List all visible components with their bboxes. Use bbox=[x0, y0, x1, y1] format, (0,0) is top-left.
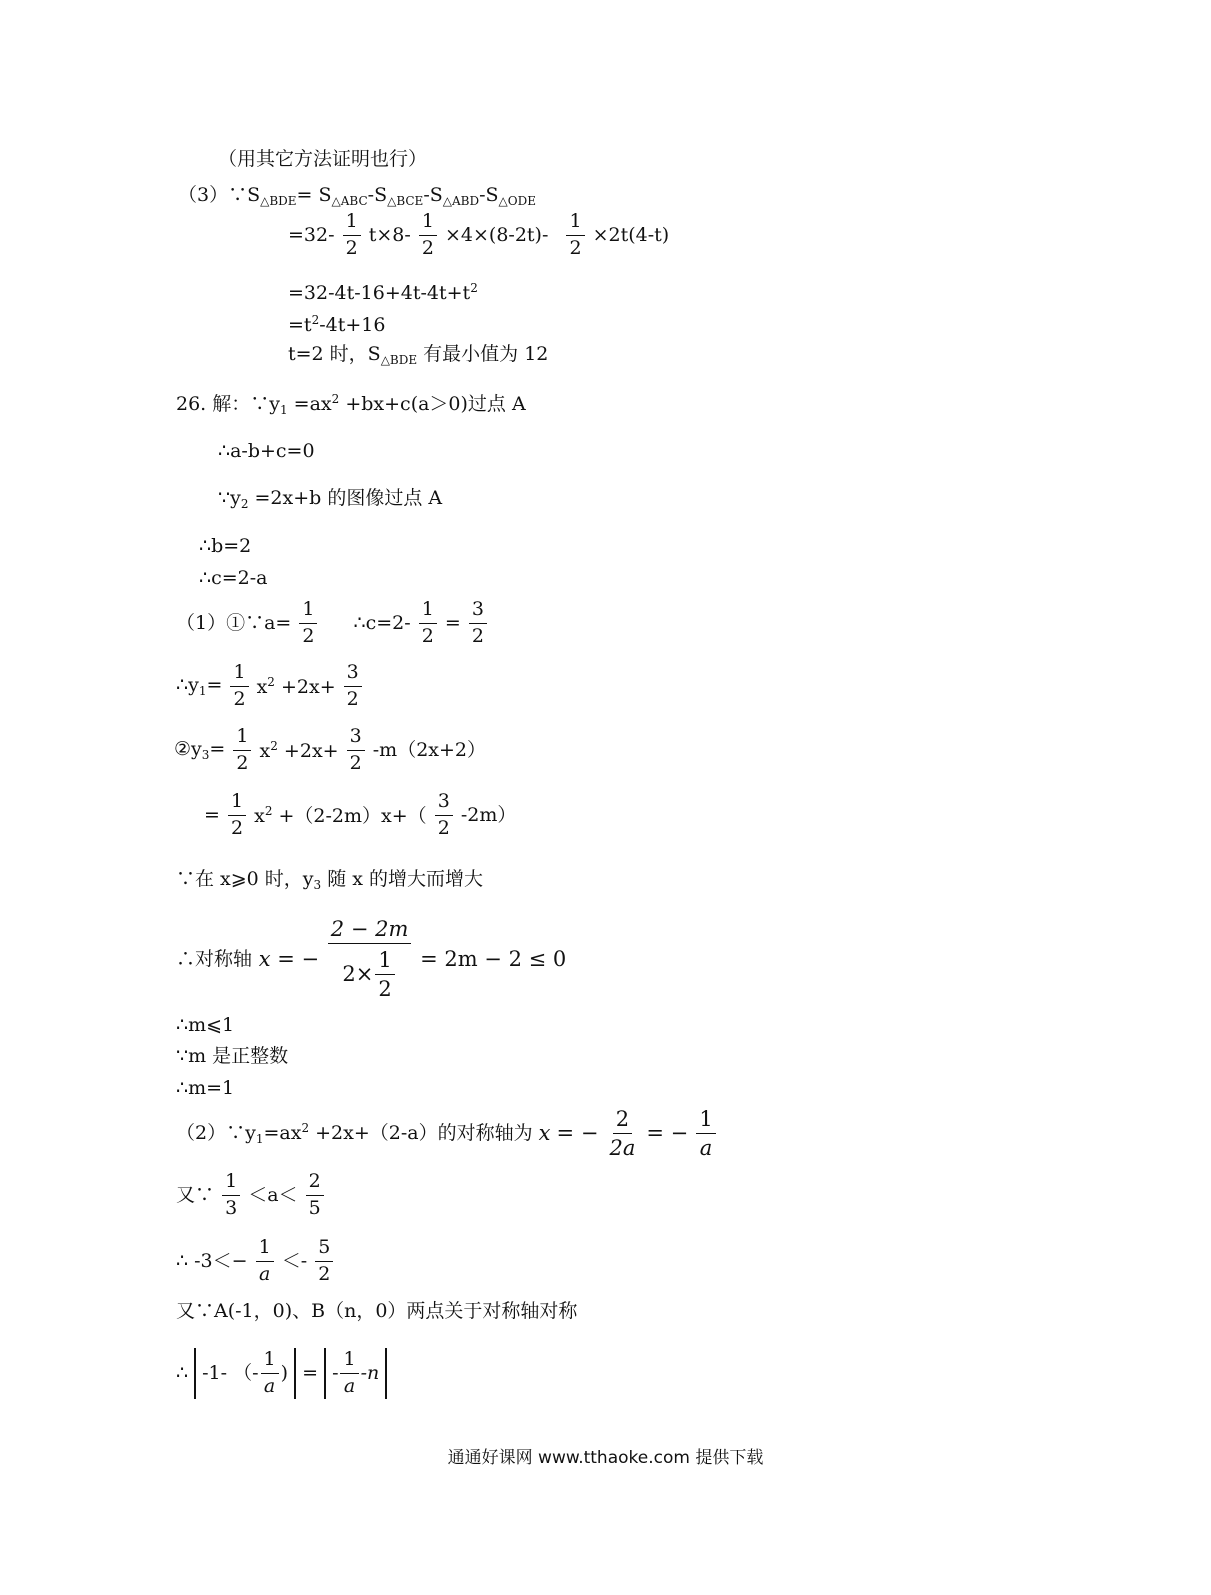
fraction-half bbox=[375, 949, 394, 1000]
numerator: 1 bbox=[299, 600, 317, 624]
fraction-2-over-2a bbox=[606, 1108, 638, 1159]
footer-source: 通通好课网 www.tthaoke.com 提供下载 bbox=[447, 1448, 764, 1468]
numerator: 5 bbox=[315, 1238, 333, 1262]
minimum-line bbox=[288, 345, 548, 366]
text: +（2-2m）x+（ bbox=[272, 804, 427, 827]
numerator: 1 bbox=[343, 212, 361, 236]
increase-condition-line bbox=[176, 870, 483, 891]
text: =t bbox=[288, 314, 312, 336]
text: =2x+b 的图像过点 A bbox=[248, 487, 443, 509]
text: 又∵A(-1，0)、B（n，0）两点关于对称轴对称 bbox=[176, 1300, 578, 1322]
part3-prefix: （3）∵S bbox=[178, 184, 261, 206]
subscript: 2 bbox=[240, 497, 249, 511]
text: =ax bbox=[263, 1122, 302, 1145]
numerator: 1 bbox=[256, 1238, 274, 1262]
fraction-two-fifths bbox=[306, 1172, 324, 1219]
text: ) bbox=[280, 1361, 289, 1384]
text: t×8- bbox=[368, 223, 411, 246]
fraction-half bbox=[228, 792, 246, 839]
area-expression-line bbox=[288, 212, 669, 259]
denominator: 2 bbox=[345, 236, 358, 259]
numerator: 1 bbox=[419, 600, 437, 624]
y3-line bbox=[174, 727, 486, 774]
superscript: 2 bbox=[331, 392, 340, 406]
part1-line bbox=[176, 600, 489, 647]
text: +bx+c(a＞0)过点 A bbox=[339, 393, 526, 415]
text: ＜a＜ bbox=[248, 1183, 298, 1206]
numerator: 1 bbox=[375, 949, 394, 975]
y3-label bbox=[174, 737, 226, 762]
text: +2x+ bbox=[274, 675, 336, 698]
fraction-three-halves bbox=[435, 792, 453, 839]
part2-axis-line bbox=[176, 1108, 718, 1159]
subscript: △ODE bbox=[498, 194, 536, 208]
text: ∴y bbox=[176, 673, 199, 696]
b-value-line bbox=[199, 537, 251, 556]
text: = bbox=[444, 611, 461, 634]
text: ∴对称轴 bbox=[176, 947, 253, 970]
text: =ax bbox=[287, 393, 332, 415]
text: ∴b=2 bbox=[199, 535, 252, 557]
denominator: 2 bbox=[236, 751, 249, 774]
absolute-equation-line bbox=[176, 1348, 387, 1399]
fraction-half bbox=[299, 600, 317, 647]
superscript: 2 bbox=[267, 674, 275, 689]
numerator: 3 bbox=[469, 600, 487, 624]
text: = bbox=[209, 737, 226, 760]
text: （1）①∵a= bbox=[176, 611, 292, 634]
expand-line bbox=[288, 282, 478, 303]
text: = 2m − 2 ≤ 0 bbox=[420, 946, 567, 971]
abc-line bbox=[218, 442, 315, 461]
text: +2x+ bbox=[277, 739, 339, 762]
text: ②y bbox=[174, 737, 202, 760]
text: -S bbox=[367, 184, 388, 206]
part3-area-relation bbox=[178, 186, 536, 207]
y1-label bbox=[176, 673, 223, 698]
text: ∴m=1 bbox=[176, 1077, 235, 1099]
numerator: 1 bbox=[261, 1350, 279, 1374]
denominator: 2 bbox=[318, 1262, 331, 1285]
absolute-value-right bbox=[324, 1348, 387, 1399]
numerator: 1 bbox=[233, 727, 251, 751]
subscript: 1 bbox=[198, 683, 207, 698]
numerator: 1 bbox=[230, 663, 248, 687]
y1-line bbox=[176, 663, 364, 710]
fraction-five-halves bbox=[315, 1238, 333, 1285]
numerator: 3 bbox=[347, 727, 365, 751]
text: ∴c=2-a bbox=[199, 567, 268, 589]
text: - bbox=[332, 1361, 339, 1384]
text: = S bbox=[296, 184, 332, 206]
subscript: 1 bbox=[280, 403, 288, 417]
numerator: 1 bbox=[228, 792, 246, 816]
text: = − bbox=[556, 1121, 599, 1146]
range-axis-line bbox=[176, 1238, 335, 1285]
text: x bbox=[256, 675, 268, 698]
y1-terms bbox=[257, 676, 336, 697]
text: +2x+（2-a）的对称轴为 bbox=[309, 1122, 533, 1145]
m-le-line bbox=[176, 1016, 234, 1035]
text: = bbox=[302, 1361, 319, 1384]
text: = − bbox=[277, 946, 320, 971]
numerator: 1 bbox=[696, 1108, 715, 1134]
denominator: 2 bbox=[349, 751, 362, 774]
text: ∴a-b+c=0 bbox=[218, 440, 315, 462]
note-text: （用其它方法证明也行） bbox=[218, 148, 428, 170]
denominator: 2 bbox=[471, 624, 484, 647]
y3e-terms bbox=[254, 805, 427, 826]
superscript: 2 bbox=[311, 313, 320, 327]
text: -S bbox=[423, 184, 443, 206]
denominator: a bbox=[343, 1374, 356, 1397]
numerator: 2 − 2m bbox=[328, 918, 412, 944]
text: 又∵ bbox=[176, 1183, 215, 1206]
denominator: 2 bbox=[346, 687, 359, 710]
text: ∴m⩽1 bbox=[176, 1014, 235, 1036]
text: 随 x 的增大而增大 bbox=[321, 868, 484, 890]
text: ×4×(8-2t)- bbox=[444, 223, 549, 246]
text: 2× bbox=[342, 961, 374, 986]
text: -1- （- bbox=[202, 1361, 259, 1384]
fraction-half bbox=[566, 212, 584, 259]
y3-terms bbox=[260, 740, 339, 761]
denominator: 2 bbox=[233, 687, 246, 710]
denominator: 5 bbox=[308, 1196, 321, 1219]
y2-line bbox=[218, 489, 442, 510]
subscript: △BCE bbox=[387, 194, 424, 208]
text: ＜- bbox=[281, 1249, 308, 1272]
text: ×2t(4-t) bbox=[592, 223, 670, 246]
denominator: a bbox=[699, 1136, 713, 1161]
superscript: 2 bbox=[270, 738, 278, 753]
superscript: 2 bbox=[301, 1121, 310, 1136]
fraction-three-halves bbox=[347, 727, 365, 774]
superscript: 2 bbox=[470, 281, 478, 295]
text: = − bbox=[646, 1121, 689, 1146]
fraction-1-over-a bbox=[256, 1238, 274, 1285]
text: 有最小值为 12 bbox=[417, 343, 549, 365]
fraction-half bbox=[233, 727, 251, 774]
fraction-half bbox=[419, 212, 437, 259]
subscript: △BDE bbox=[380, 353, 418, 367]
text: -2m） bbox=[460, 803, 517, 826]
denominator: 2 bbox=[421, 236, 434, 259]
subscript: △ABD bbox=[442, 194, 480, 208]
numerator: 2 bbox=[306, 1172, 324, 1196]
fraction-half bbox=[343, 212, 361, 259]
m-eq-line bbox=[176, 1079, 234, 1098]
range-a-line bbox=[176, 1172, 326, 1219]
denominator: 2a bbox=[609, 1136, 636, 1161]
part2-text bbox=[176, 1122, 533, 1145]
text: = bbox=[206, 673, 223, 696]
fraction-half bbox=[419, 600, 437, 647]
numerator: 3 bbox=[344, 663, 362, 687]
text: -m（2x+2） bbox=[372, 738, 487, 761]
text: =32-4t-16+4t-4t+t bbox=[288, 282, 471, 304]
symmetry-line bbox=[176, 1302, 577, 1321]
variable-x: x bbox=[258, 946, 271, 971]
y3-expanded-line bbox=[204, 792, 516, 839]
text: ∵m 是正整数 bbox=[176, 1045, 289, 1067]
fraction-1-over-a bbox=[696, 1108, 715, 1159]
axis-fraction bbox=[328, 918, 412, 1000]
c-value-line bbox=[199, 569, 268, 588]
denominator: 2 bbox=[230, 816, 244, 839]
denominator: 2 bbox=[569, 236, 582, 259]
numerator: 1 bbox=[340, 1350, 358, 1374]
denominator bbox=[339, 944, 399, 1000]
denominator: a bbox=[263, 1374, 276, 1397]
subscript: 3 bbox=[313, 878, 322, 892]
variable-x: x bbox=[538, 1121, 551, 1146]
fraction-three-halves bbox=[344, 663, 362, 710]
simplified-line bbox=[288, 314, 385, 335]
text: =32- bbox=[288, 223, 335, 246]
subscript: △ABC bbox=[331, 194, 368, 208]
text: x bbox=[259, 739, 271, 762]
denominator: 2 bbox=[378, 977, 392, 1002]
fraction-1-over-a bbox=[261, 1350, 279, 1397]
axis-line bbox=[176, 918, 566, 1000]
m-int-line bbox=[176, 1047, 288, 1066]
denominator: 2 bbox=[302, 624, 315, 647]
fraction-1-over-a bbox=[340, 1350, 358, 1397]
fraction-one-third bbox=[222, 1172, 240, 1219]
subscript: 1 bbox=[255, 1132, 264, 1147]
denominator: a bbox=[258, 1262, 271, 1285]
text: 26. 解：∵y bbox=[176, 393, 280, 415]
numerator: 1 bbox=[566, 212, 584, 236]
subscript: △BDE bbox=[260, 194, 297, 208]
denominator: 2 bbox=[437, 816, 450, 839]
numerator: 3 bbox=[435, 792, 453, 816]
text: ∴ -3＜− bbox=[176, 1249, 248, 1272]
numerator: 1 bbox=[222, 1172, 240, 1196]
denominator: 2 bbox=[421, 624, 434, 647]
text: ∵在 x⩾0 时，y bbox=[176, 868, 314, 890]
text: -n bbox=[360, 1361, 380, 1384]
q26-heading bbox=[176, 393, 526, 416]
numerator: 1 bbox=[419, 212, 437, 236]
fraction-three-halves bbox=[469, 600, 487, 647]
absolute-value-left bbox=[194, 1348, 296, 1399]
text: ∴ bbox=[176, 1361, 189, 1384]
text: -S bbox=[479, 184, 499, 206]
note-line bbox=[218, 150, 427, 169]
fraction-half bbox=[230, 663, 248, 710]
text: ∵y bbox=[218, 487, 241, 509]
denominator: 3 bbox=[225, 1196, 238, 1219]
superscript: 2 bbox=[264, 803, 273, 818]
text: ∴c=2- bbox=[353, 611, 411, 634]
subscript: 3 bbox=[201, 747, 210, 762]
numerator: 2 bbox=[613, 1108, 632, 1134]
text: = bbox=[204, 803, 220, 826]
text: x bbox=[254, 804, 265, 827]
text: （2）∵y bbox=[176, 1122, 256, 1145]
text: t=2 时，S bbox=[288, 343, 381, 365]
text: -4t+16 bbox=[319, 314, 386, 336]
